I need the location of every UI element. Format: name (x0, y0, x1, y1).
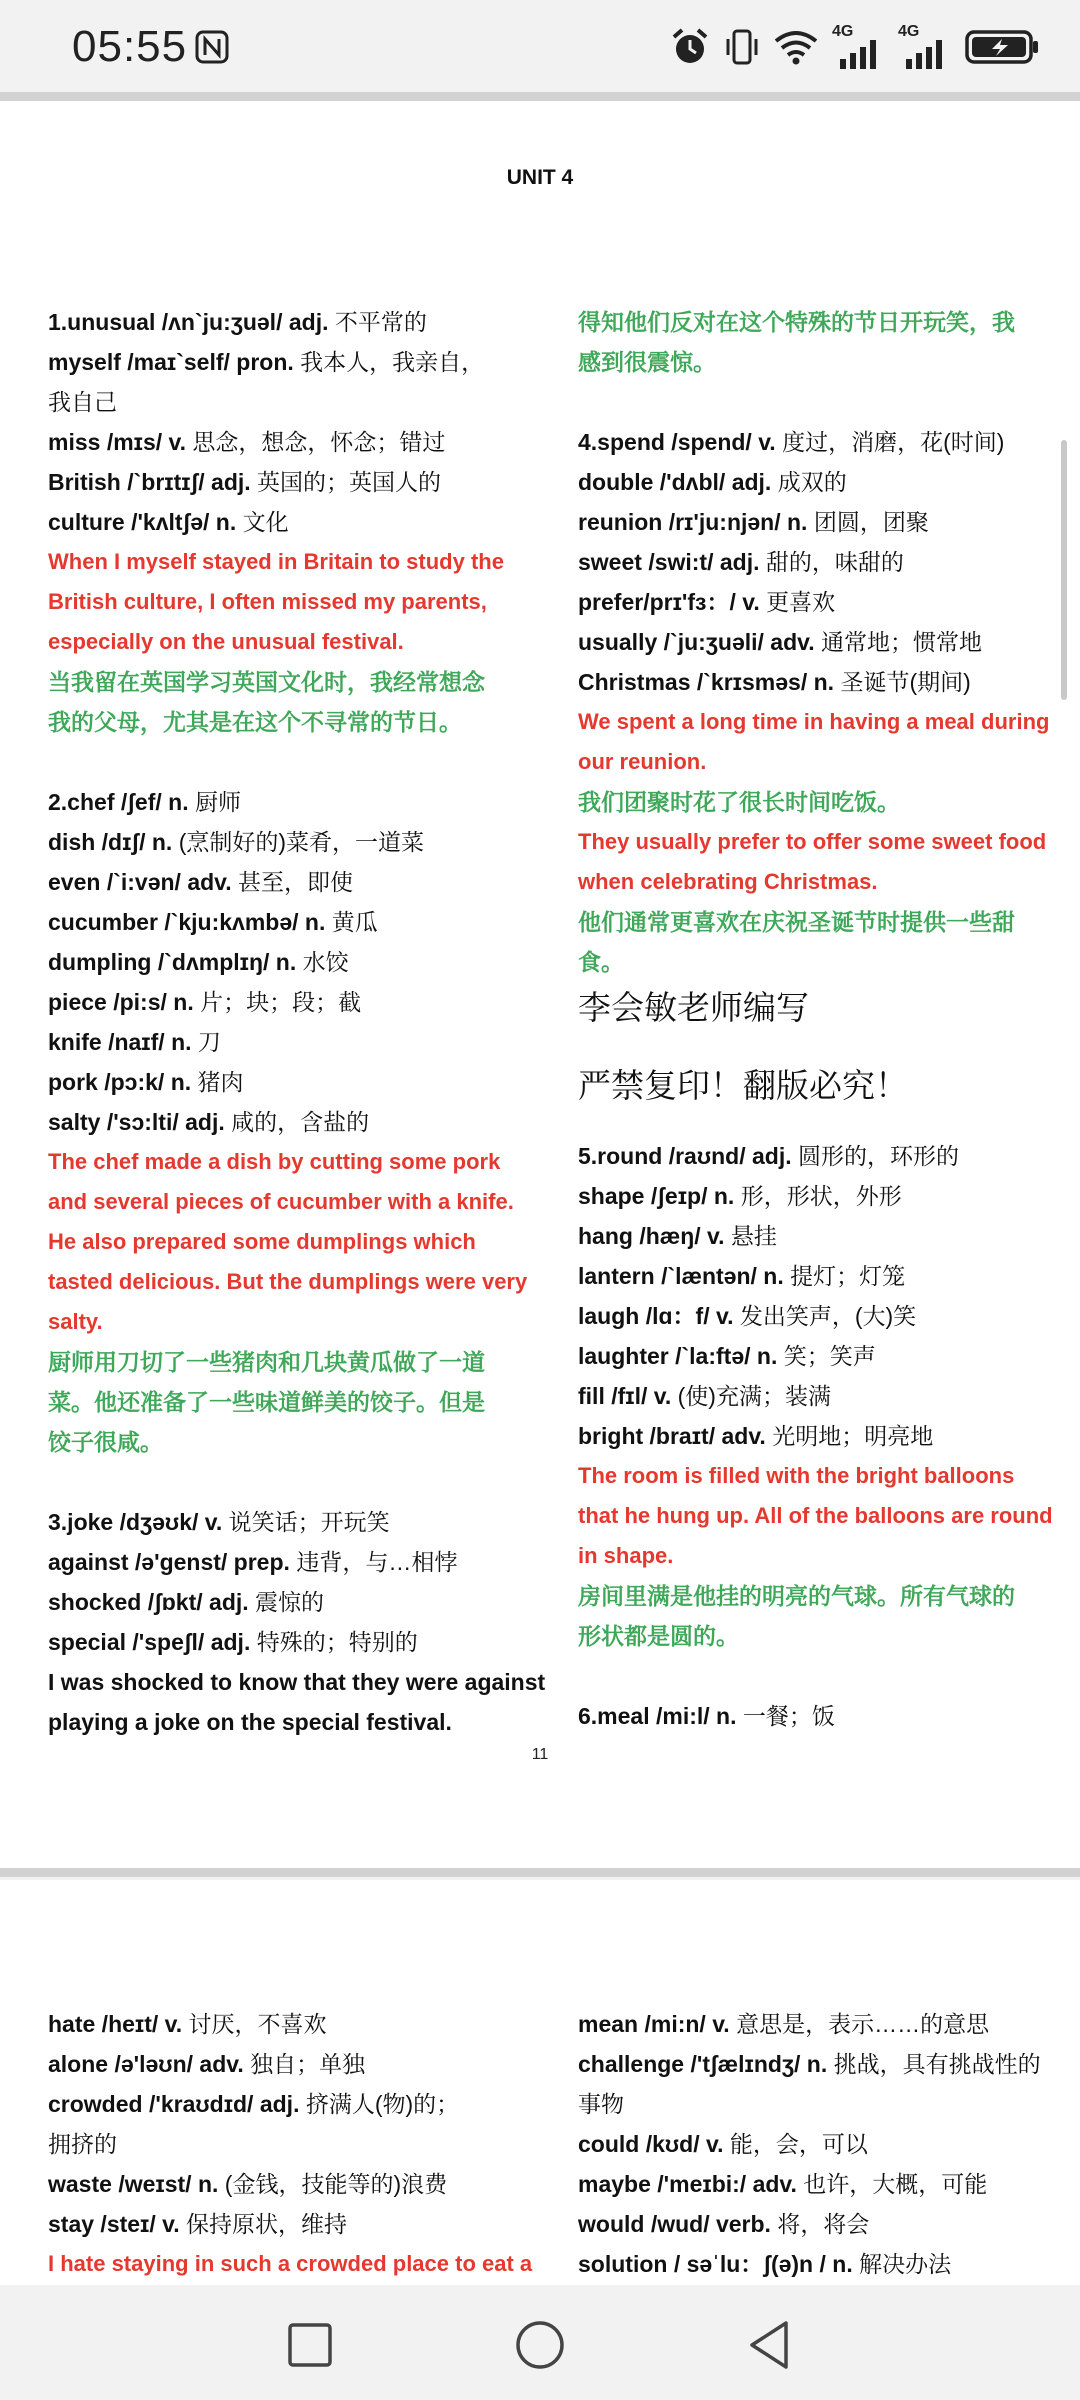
vocab-english: would /wud/ verb. (578, 2211, 778, 2237)
vocab-chinese: 猪肉 (197, 1069, 244, 1095)
vocab-chinese: 挤满人(物)的； (305, 2091, 460, 2117)
vocab-chinese: 厨师 (194, 789, 241, 815)
vocab-english: knife /naɪf/ n. (48, 1029, 198, 1055)
vocab-chinese: 甜的，味甜的 (765, 549, 904, 575)
vocab-english: 5.round /raʊnd/ adj. (578, 1143, 799, 1169)
alarm-icon (670, 27, 710, 67)
vocab-english: piece /pi:s/ n. (48, 989, 201, 1015)
signal-icon-2 (898, 25, 950, 69)
sentence-translation: 感到很震惊。 (578, 349, 716, 375)
example-sentence: especially on the unusual festival. (48, 629, 404, 654)
nfc-icon (195, 30, 229, 64)
vocab-english: challenge /'tʃælɪndʒ/ n. (578, 2051, 834, 2077)
vocab-line (48, 1582, 584, 1622)
recent-apps-button[interactable] (282, 2317, 338, 2373)
sentence-translation: 房间里满是他挂的明亮的气球。所有气球的 (578, 1583, 1015, 1609)
vocab-line (48, 942, 584, 982)
vocab-line (48, 902, 584, 942)
vocab-english: alone /ə'ləʊn/ adv. (48, 2051, 251, 2077)
notice-text: 严禁复印！翻版必究！ (578, 1067, 908, 1104)
vocab-english: hang /hæŋ/ v. (578, 1223, 731, 1249)
example-sentence: British culture, I often missed my parents, (48, 589, 487, 614)
vocab-line (578, 2164, 1080, 2204)
vocab-chinese: 事物 (578, 2091, 624, 2117)
sentence-translation: 我的父母，尤其是在这个不寻常的节日。 (48, 709, 462, 735)
vocab-english: 3.joke /dʒəʊk/ v. (48, 1509, 229, 1535)
vocab-line (578, 2244, 1080, 2284)
vocab-line (48, 342, 584, 382)
vocab-english: waste /weɪst/ n. (48, 2171, 225, 2197)
spacer (578, 1112, 1080, 1136)
vocab-chinese: 意思是，表示……的意思 (736, 2011, 990, 2037)
vocab-english: dumpling /`dʌmplɪŋ/ n. (48, 949, 303, 975)
vocab-english: special /'speʃl/ adj. (48, 1629, 257, 1655)
example-sentence: our reunion. (578, 749, 707, 774)
vocab-chinese: 解决办法 (859, 2251, 952, 2277)
vocab-chinese: 能，会，可以 (729, 2131, 868, 2157)
vocab-english: pork /pɔ:k/ n. (48, 1069, 198, 1095)
spacer (48, 742, 584, 782)
vocab-chinese: 我自己 (48, 389, 117, 415)
vocab-chinese: 拥挤的 (48, 2131, 117, 2157)
vocab-english: stay /steɪ/ v. (48, 2211, 187, 2237)
vocab-chinese: 提灯；灯笼 (790, 1263, 906, 1289)
sentence-translation: 菜。他还准备了一些味道鲜美的饺子。但是 (48, 1389, 485, 1415)
vocab-english: hate /heɪt/ v. (48, 2011, 189, 2037)
vocab-line (578, 1696, 1080, 1736)
vocab-line (578, 1216, 1080, 1256)
vocab-chinese: (使)充满；装满 (677, 1383, 831, 1409)
right-column-page-2 (578, 2004, 1080, 2284)
back-button[interactable] (742, 2317, 798, 2373)
vocab-chinese: 笑；笑声 (783, 1343, 876, 1369)
vocab-chinese: 不平常的 (334, 309, 427, 335)
vocab-line (48, 2164, 584, 2204)
vocab-line (578, 1336, 1080, 1376)
vocab-chinese: 悬挂 (730, 1223, 777, 1249)
network-type-1: 4G (832, 23, 854, 40)
vocab-chinese: 也许，大概，可能 (803, 2171, 988, 2197)
page-separator (0, 1868, 1080, 1877)
vocab-chinese: (烹制好的)菜肴，一道菜 (178, 829, 425, 855)
example-sentence: in shape. (578, 1543, 674, 1568)
vocab-english: even /`i:vən/ adv. (48, 869, 239, 895)
vocab-line (48, 2044, 584, 2084)
vocab-english: crowded /'kraʊdɪd/ adj. (48, 2091, 306, 2117)
vocab-line (578, 1176, 1080, 1216)
vocab-line (48, 462, 584, 502)
left-column-page-1 (48, 302, 584, 1742)
sentence-translation: 形状都是圆的。 (578, 1623, 739, 1649)
vocab-english: reunion /rɪ'ju:njən/ n. (578, 509, 814, 535)
vocab-chinese: 度过，消磨，花(时间) (782, 429, 1005, 455)
vocab-line (48, 2124, 584, 2164)
wifi-icon (774, 27, 818, 67)
vocab-english: laughter /`la:ftə/ n. (578, 1343, 784, 1369)
vocab-line (578, 1296, 1080, 1336)
vocab-english: shape /ʃeɪp/ n. (578, 1183, 741, 1209)
vocab-chinese: 咸的，含盐的 (231, 1109, 370, 1135)
vocab-english: maybe /'meɪbi:/ adv. (578, 2171, 804, 2197)
example-sentence: that he hung up. All of the balloons are round (578, 1503, 1053, 1528)
vocab-line (48, 2204, 584, 2244)
example-sentence: tasted delicious. But the dumplings were very (48, 1269, 528, 1294)
vibrate-icon (724, 27, 760, 67)
vocab-english: prefer/prɪ'fɜ：/ v. (578, 589, 767, 615)
left-column-page-2 (48, 2004, 584, 2284)
vocab-line (48, 502, 584, 542)
vocab-line (578, 622, 1080, 662)
example-sentence: He also prepared some dumplings which (48, 1229, 476, 1254)
vocab-chinese: 甚至，即使 (238, 869, 354, 895)
vocab-chinese: 英国的；英国人的 (257, 469, 442, 495)
vocab-chinese: 发出笑声，(大)笑 (739, 1303, 917, 1329)
vocab-chinese: 说笑话；开玩笑 (228, 1509, 390, 1535)
vocab-line (48, 1622, 584, 1662)
status-bar (0, 0, 1080, 92)
status-icons (670, 22, 1040, 72)
vocab-chinese: 震惊的 (255, 1589, 325, 1615)
vocab-line (578, 662, 1080, 702)
vocab-chinese: 刀 (197, 1029, 221, 1055)
home-button[interactable] (512, 2317, 568, 2373)
vocab-english: miss /mɪs/ v. (48, 429, 193, 455)
example-sentence: when celebrating Christmas. (578, 869, 878, 894)
vocab-line (578, 542, 1080, 582)
vocab-english: cucumber /`kju:kʌmbə/ n. (48, 909, 332, 935)
example-sentence: salty. (48, 1309, 103, 1334)
spacer (578, 1034, 1080, 1060)
vocab-line (48, 1062, 584, 1102)
spacer (578, 1656, 1080, 1696)
vocab-line (578, 582, 1080, 622)
vocab-english: solution / səˈlu：ʃ(ə)n / n. (578, 2251, 860, 2277)
navigation-bar (0, 2285, 1080, 2400)
vocab-chinese: 一餐；饭 (742, 1703, 835, 1729)
vocab-chinese: 将，将会 (777, 2211, 870, 2237)
vocab-english: culture /'kʌltʃə/ n. (48, 509, 243, 535)
battery-charging-icon (964, 27, 1040, 67)
vocab-english: lantern /`læntən/ n. (578, 1263, 791, 1289)
vocab-line (48, 1502, 584, 1542)
vocab-line (48, 982, 584, 1022)
vocab-line (578, 2044, 1080, 2084)
vocab-english: could /kʊd/ v. (578, 2131, 730, 2157)
vocab-english: sweet /swi:t/ adj. (578, 549, 766, 575)
example-sentence: The chef made a dish by cutting some pork (48, 1149, 501, 1174)
vocab-line (48, 862, 584, 902)
vocab-line (578, 1256, 1080, 1296)
vocab-english: 1.unusual /ʌn`ju:ʒuəl/ adj. (48, 309, 335, 335)
sentence-translation: 他们通常更喜欢在庆祝圣诞节时提供一些甜 (578, 909, 1015, 935)
vocab-chinese: 独自；单独 (250, 2051, 366, 2077)
vocab-chinese: 思念，想念，怀念；错过 (192, 429, 446, 455)
example-sentence: The room is filled with the bright balloons (578, 1463, 1015, 1488)
vocab-chinese: 圣诞节(期间) (840, 669, 971, 695)
vocab-line (578, 502, 1080, 542)
vocab-english: against /ə'genst/ prep. (48, 1549, 297, 1575)
right-column-page-1 (578, 302, 1080, 1736)
example-sentence: They usually prefer to offer some sweet food (578, 829, 1047, 854)
sentence-translation: 饺子很咸。 (48, 1429, 163, 1455)
vocab-line (48, 782, 584, 822)
vocab-line (578, 2204, 1080, 2244)
vocab-line (48, 2084, 584, 2124)
unit-title: UNIT 4 (506, 166, 574, 189)
sentence-translation: 当我留在英国学习英国文化时，我经常想念 (48, 669, 485, 695)
document-page-2 (0, 1880, 1080, 2285)
vocab-line (48, 1662, 584, 1702)
example-sentence: I hate staying in such a crowded place to eat a (48, 2251, 533, 2276)
vocab-english: I was shocked to know that they were against (48, 1669, 546, 1695)
vocab-line (578, 1376, 1080, 1416)
vocab-line (48, 302, 584, 342)
vocab-chinese: 更喜欢 (766, 589, 836, 615)
spacer (578, 382, 1080, 422)
vocab-chinese: 通常地；惯常地 (821, 629, 983, 655)
vocab-chinese: 团圆，团聚 (813, 509, 929, 535)
sentence-translation: 我们团聚时花了很长时间吃饭。 (578, 789, 900, 815)
vocab-chinese: (金钱，技能等的)浪费 (224, 2171, 448, 2197)
vocab-line (48, 1022, 584, 1062)
vocab-english: shocked /ʃɒkt/ adj. (48, 1589, 256, 1615)
sentence-translation: 厨师用刀切了一些猪肉和几块黄瓜做了一道 (48, 1349, 485, 1375)
notice-text: 李会敏老师编写 (578, 989, 809, 1026)
vocab-chinese: 形，形状，外形 (740, 1183, 902, 1209)
vocab-chinese: 黄瓜 (331, 909, 378, 935)
vocab-line (578, 1416, 1080, 1456)
vocab-line (48, 1102, 584, 1142)
vocab-line (578, 2084, 1080, 2124)
vocab-english: usually /`ju:ʒuəli/ adv. (578, 629, 822, 655)
vocab-english: fill /fɪl/ v. (578, 1383, 678, 1409)
vocab-line (578, 462, 1080, 502)
vocab-chinese: 水饺 (302, 949, 349, 975)
vocab-english: Christmas /`krɪsməs/ n. (578, 669, 841, 695)
vocab-line (48, 1542, 584, 1582)
spacer (48, 1462, 584, 1502)
vocab-line (578, 422, 1080, 462)
vocab-english: laugh /lɑ：f/ v. (578, 1303, 740, 1329)
vocab-chinese: 我本人，我亲自， (300, 349, 485, 375)
sentence-translation: 食。 (578, 949, 624, 975)
vocab-english: dish /dɪʃ/ n. (48, 829, 179, 855)
network-type-2: 4G (898, 23, 920, 40)
vocab-english: 4.spend /spend/ v. (578, 429, 783, 455)
vocab-english: bright /braɪt/ adv. (578, 1423, 773, 1449)
scroll-indicator[interactable] (1061, 440, 1067, 700)
vocab-chinese: 特殊的；特别的 (256, 1629, 418, 1655)
vocab-chinese: 片；块；段；截 (200, 989, 362, 1015)
vocab-line (48, 422, 584, 462)
vocab-chinese: 光明地；明亮地 (772, 1423, 934, 1449)
vocab-english: playing a joke on the special festival. (48, 1709, 452, 1735)
example-sentence: We spent a long time in having a meal during (578, 709, 1050, 734)
page-number: 11 (531, 1746, 549, 1763)
status-time: 05:55 (72, 22, 188, 71)
example-sentence: When I myself stayed in Britain to study the (48, 549, 504, 574)
vocab-chinese: 挑战，具有挑战性的 (833, 2051, 1041, 2077)
vocab-chinese: 讨厌，不喜欢 (188, 2011, 327, 2037)
example-sentence: and several pieces of cucumber with a knife. (48, 1189, 514, 1214)
vocab-line (578, 1136, 1080, 1176)
vocab-line (48, 822, 584, 862)
vocab-line (578, 2004, 1080, 2044)
page-separator-top (0, 92, 1080, 101)
vocab-chinese: 违背，与…相悖 (296, 1549, 458, 1575)
vocab-chinese: 保持原状，维持 (186, 2211, 348, 2237)
vocab-english: myself /maɪ`self/ pron. (48, 349, 301, 375)
vocab-english: British /`brɪtɪʃ/ adj. (48, 469, 258, 495)
vocab-english: 6.meal /mi:l/ n. (578, 1703, 743, 1729)
vocab-line (578, 2124, 1080, 2164)
vocab-english: double /'dʌbl/ adj. (578, 469, 778, 495)
vocab-line (48, 2004, 584, 2044)
vocab-english: salty /'sɔ:lti/ adj. (48, 1109, 232, 1135)
vocab-line (48, 382, 584, 422)
vocab-english: mean /mi:n/ v. (578, 2011, 737, 2037)
vocab-line (48, 1702, 584, 1742)
vocab-chinese: 成双的 (777, 469, 847, 495)
signal-icon-1 (832, 25, 884, 69)
sentence-translation: 得知他们反对在这个特殊的节日开玩笑，我 (578, 309, 1015, 335)
vocab-chinese: 文化 (242, 509, 289, 535)
vocab-english: 2.chef /ʃef/ n. (48, 789, 195, 815)
vocab-chinese: 圆形的，环形的 (798, 1143, 960, 1169)
